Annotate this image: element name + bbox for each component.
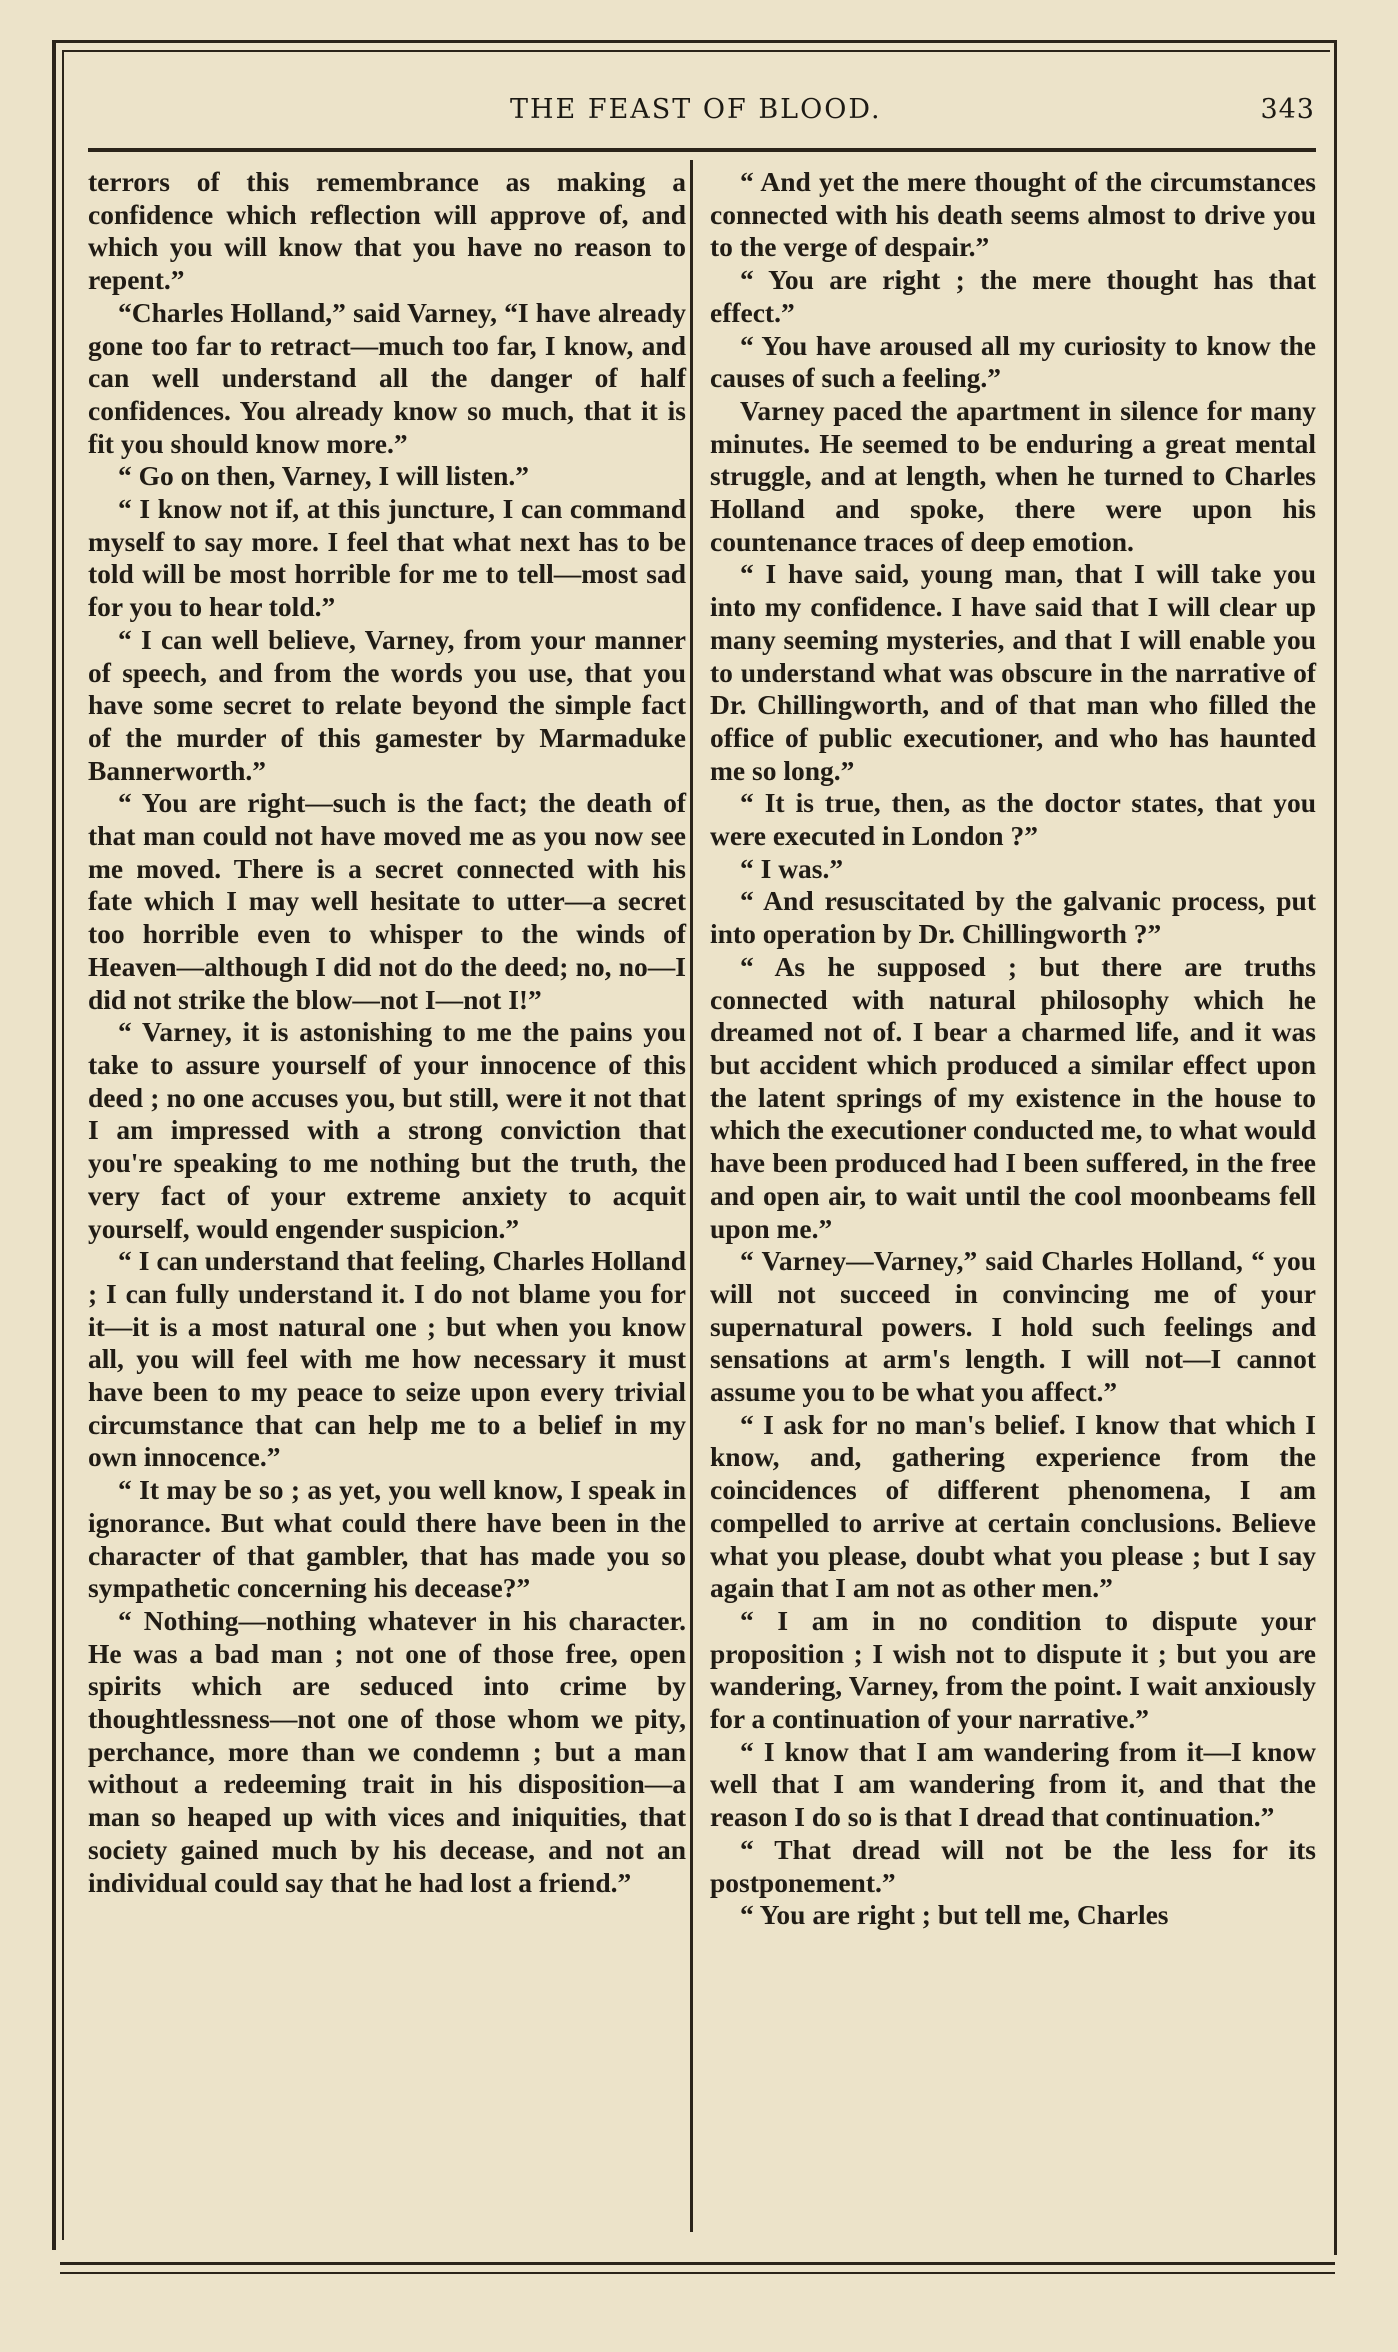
paragraph: “ As he supposed ; but there are truths connected with natural philosophy which he dreamed not of. I bear a charmed life, and it was but accident which produced a similar effect upon the latent springs of my existence in the house to which the executioner conducted me, to what would have been produced had I been suffered, in the free and open air, to wait until the cool moonbeams fell upon me.” (710, 950, 1316, 1244)
paragraph: “ You have aroused all my curiosity to know the causes of such a feeling.” (710, 329, 1316, 394)
paragraph: “ You are right ; the mere thought has that effect.” (710, 264, 1316, 328)
paragraph: “ I was.” (740, 852, 844, 884)
paragraph: “ You are right—such is the fact; the death of that man could not have moved me as you now see me moved. There is a secret connected with his fate which I may well hesitate to utter—a secret too horrible even to whisper to the winds of Heaven—although I did not do the deed; no, no—I did not strike the blow—not I—not I!” (88, 787, 686, 1015)
paragraph: “ I can well believe, Varney, from your manner of speech, and from the words you use, that you have some secret to relate beyond the simple fact of the murder of this gamester by Marmaduke Bannerworth.” (88, 623, 686, 786)
border-line-left-inner (62, 50, 64, 2240)
header-rule (88, 148, 1316, 152)
page-number: 343 (1260, 94, 1315, 125)
paragraph: “Charles Holland,” said Varney, “I have already gone too far to retract—much too far, I know, and can well understand all the danger of half confidences. You already know so much, that it is fit you should know more.” (88, 296, 686, 459)
border-line-left (52, 40, 56, 2250)
paragraph: “ I am in no condition to dispute your proposition ; I wish not to dispute it ; but you are wandering, Varney, from the point. I wait anxiously for a continuation of your narrative.” (710, 1604, 1316, 1735)
border-line-top (52, 40, 1337, 43)
paragraph: “ Nothing—nothing whatever in his character. He was a bad man ; not one of those free, open spirits which are seduced into crime by thoughtlessness—not one of those whom we pity, perchance, more than we condemn ; but a man without a redeeming trait in his disposition—a man so heaped up with vices and iniquities, that society gained much by his decease, and not an individual could say that he had lost a friend.” (88, 1604, 686, 1898)
paragraph: “ You are right ; but tell me, Charles (740, 1899, 1169, 1931)
left-column (88, 166, 686, 1899)
paragraph: “ It may be so ; as yet, you well know, I speak in ignorance. But what could there have been in the character of that gambler, that has made you so sympathetic concerning his decease?” (88, 1474, 686, 1604)
paragraph: “ And resuscitated by the galvanic process, put into operation by Dr. Chillingworth ?” (710, 885, 1316, 950)
right-column (710, 166, 1316, 1932)
border-line-top-inner (62, 50, 1330, 52)
footer-rule (60, 2262, 1335, 2265)
paragraph: “ It is true, then, as the doctor states, that you were executed in London ?” (710, 787, 1316, 852)
column-divider (690, 160, 693, 2232)
paragraph: “ I know not if, at this juncture, I can command myself to say more. I feel that what next has to be told will be most horrible for me to tell—most sad for you to hear told.” (88, 493, 686, 623)
paragraph: “ I can understand that feeling, Charles Holland ; I can fully understand it. I do not blame you for it—it is a most natural one ; but when you know all, you will feel with me how necessary it must have been to my peace to seize upon every trivial circumstance that can help me to a belief in my own innocence.” (88, 1245, 686, 1473)
footer-rule-inner (60, 2272, 1335, 2274)
paragraph: “ Varney—Varney,” said Charles Holland, “ you will not succeed in convincing me of your supernatural powers. I hold such feelings and sensations at arm's length. I will not—I cannot assume you to be what you affect.” (710, 1245, 1316, 1408)
paragraph: “ I have said, young man, that I will take you into my confidence. I have said that I will clear up many seeming mysteries, and that I will enable you to understand what was obscure in the narrative of Dr. Chillingworth, and of that man who filled the office of public executioner, and who has haunted me so long.” (710, 558, 1316, 786)
paragraph: “ I know that I am wandering from it—I know well that I am wandering from it, and that the reason I do so is that I dread that continuation.” (710, 1735, 1316, 1833)
paragraph: “ Go on then, Varney, I will listen.” (118, 460, 530, 492)
paragraph: “ Varney, it is astonishing to me the pains you take to assure yourself of your innocence of this deed ; no one accuses you, but still, were it not that I am impressed with a strong conviction that you're speaking to me nothing but the truth, the very fact of your extreme anxiety to acquit yourself, would engender suspicion.” (88, 1016, 686, 1244)
border-line-right (1334, 40, 1337, 2255)
paragraph: Varney paced the apartment in silence for many minutes. He seemed to be enduring a great mental struggle, and at length, when he turned to Charles Holland and spoke, there were upon his countenance traces of deep emotion. (710, 394, 1316, 557)
paragraph: “ And yet the mere thought of the circumstances connected with his death seems almost to drive you to the verge of despair.” (710, 166, 1316, 263)
paragraph: “ I ask for no man's belief. I know that which I know, and, gathering experience from the coincidences of different phenomena, I am compelled to arrive at certain conclusions. Believe what you please, doubt what you please ; but I say again that I am not as other men.” (710, 1408, 1316, 1604)
paragraph: terrors of this remembrance as making a confidence which reflection will approve of, and which you will know that you have no reason to repent.” (88, 166, 686, 296)
running-header (90, 88, 1315, 144)
running-title: THE FEAST OF BLOOD. (510, 94, 882, 125)
paragraph: “ That dread will not be the less for its postponement.” (710, 1833, 1316, 1898)
